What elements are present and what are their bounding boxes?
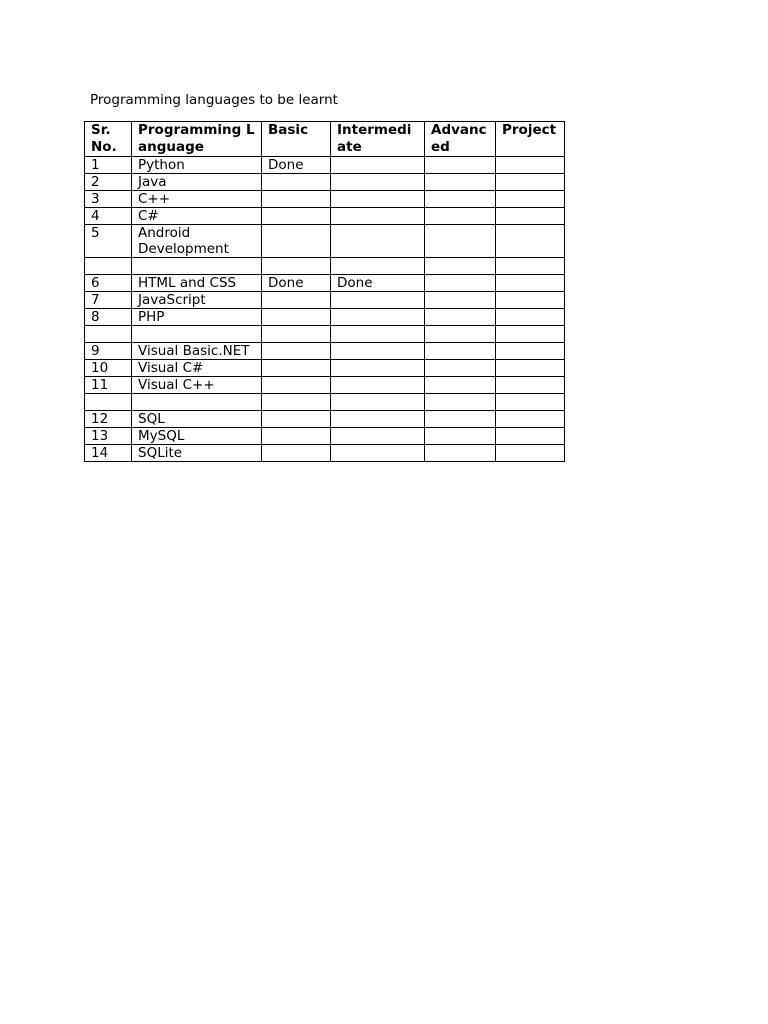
table-row	[85, 411, 565, 428]
cell-intermediate: Done	[331, 275, 425, 292]
table-row	[85, 225, 565, 258]
cell-project	[496, 191, 565, 208]
table-row	[85, 174, 565, 191]
cell-intermediate	[331, 326, 425, 343]
cell-project	[496, 275, 565, 292]
cell-advanced	[425, 445, 496, 462]
cell-basic	[262, 445, 331, 462]
cell-language: SQLite	[132, 445, 262, 462]
table-row-spacer	[85, 394, 565, 411]
cell-sr-no: 6	[85, 275, 132, 292]
header-project: Project	[496, 122, 565, 157]
cell-advanced	[425, 377, 496, 394]
header-sr-no: Sr. No.	[85, 122, 132, 157]
cell-advanced	[425, 258, 496, 275]
cell-sr-no: 11	[85, 377, 132, 394]
cell-project	[496, 157, 565, 174]
table-body	[85, 157, 565, 462]
cell-intermediate	[331, 174, 425, 191]
cell-advanced	[425, 394, 496, 411]
cell-intermediate	[331, 208, 425, 225]
cell-language	[132, 258, 262, 275]
cell-language	[132, 394, 262, 411]
cell-basic: Done	[262, 275, 331, 292]
cell-advanced	[425, 174, 496, 191]
cell-sr-no	[85, 394, 132, 411]
table-row	[85, 360, 565, 377]
cell-basic	[262, 394, 331, 411]
cell-advanced	[425, 411, 496, 428]
cell-sr-no: 14	[85, 445, 132, 462]
cell-intermediate	[331, 225, 425, 258]
table-row	[85, 292, 565, 309]
cell-intermediate	[331, 445, 425, 462]
cell-project	[496, 360, 565, 377]
cell-project	[496, 258, 565, 275]
cell-language: C++	[132, 191, 262, 208]
cell-basic	[262, 411, 331, 428]
cell-project	[496, 292, 565, 309]
cell-basic	[262, 343, 331, 360]
languages-table	[84, 121, 565, 462]
cell-basic	[262, 326, 331, 343]
header-advanced: Advanced	[425, 122, 496, 157]
cell-project	[496, 394, 565, 411]
cell-advanced	[425, 343, 496, 360]
cell-sr-no: 7	[85, 292, 132, 309]
cell-language: Visual C++	[132, 377, 262, 394]
cell-intermediate	[331, 292, 425, 309]
table-row	[85, 157, 565, 174]
cell-language	[132, 326, 262, 343]
cell-intermediate	[331, 394, 425, 411]
cell-advanced	[425, 191, 496, 208]
cell-basic	[262, 174, 331, 191]
cell-sr-no: 8	[85, 309, 132, 326]
cell-advanced	[425, 326, 496, 343]
cell-basic	[262, 309, 331, 326]
cell-advanced	[425, 309, 496, 326]
cell-intermediate	[331, 343, 425, 360]
cell-project	[496, 225, 565, 258]
cell-basic	[262, 258, 331, 275]
cell-basic	[262, 208, 331, 225]
table-row	[85, 275, 565, 292]
cell-project	[496, 428, 565, 445]
table-row	[85, 428, 565, 445]
cell-intermediate	[331, 258, 425, 275]
cell-project	[496, 326, 565, 343]
cell-basic	[262, 428, 331, 445]
cell-intermediate	[331, 157, 425, 174]
cell-project	[496, 411, 565, 428]
cell-advanced	[425, 360, 496, 377]
cell-project	[496, 208, 565, 225]
cell-project	[496, 343, 565, 360]
cell-basic	[262, 225, 331, 258]
cell-intermediate	[331, 360, 425, 377]
header-intermediate: Intermediate	[331, 122, 425, 157]
cell-project	[496, 445, 565, 462]
cell-advanced	[425, 428, 496, 445]
cell-intermediate	[331, 191, 425, 208]
table-row	[85, 377, 565, 394]
table-row	[85, 343, 565, 360]
table-header-row	[85, 122, 565, 157]
cell-language: Java	[132, 174, 262, 191]
cell-language: PHP	[132, 309, 262, 326]
cell-sr-no: 13	[85, 428, 132, 445]
document-title: Programming languages to be learnt	[90, 92, 338, 108]
table-row	[85, 208, 565, 225]
table-row-spacer	[85, 326, 565, 343]
cell-language: JavaScript	[132, 292, 262, 309]
cell-intermediate	[331, 377, 425, 394]
cell-advanced	[425, 275, 496, 292]
cell-language: MySQL	[132, 428, 262, 445]
cell-sr-no: 9	[85, 343, 132, 360]
cell-project	[496, 377, 565, 394]
cell-sr-no: 10	[85, 360, 132, 377]
cell-sr-no: 12	[85, 411, 132, 428]
cell-sr-no: 1	[85, 157, 132, 174]
cell-language: Visual C#	[132, 360, 262, 377]
cell-basic	[262, 360, 331, 377]
cell-intermediate	[331, 428, 425, 445]
header-basic: Basic	[262, 122, 331, 157]
cell-sr-no: 3	[85, 191, 132, 208]
table-row-spacer	[85, 258, 565, 275]
cell-intermediate	[331, 411, 425, 428]
cell-sr-no: 4	[85, 208, 132, 225]
table-row	[85, 191, 565, 208]
cell-sr-no: 5	[85, 225, 132, 258]
header-programming-language: Programming Language	[132, 122, 262, 157]
cell-sr-no: 2	[85, 174, 132, 191]
cell-advanced	[425, 208, 496, 225]
cell-intermediate	[331, 309, 425, 326]
cell-basic: Done	[262, 157, 331, 174]
cell-language: Android Development	[132, 225, 262, 258]
cell-project	[496, 309, 565, 326]
cell-language: HTML and CSS	[132, 275, 262, 292]
cell-language: C#	[132, 208, 262, 225]
cell-language: Python	[132, 157, 262, 174]
cell-language: Visual Basic.NET	[132, 343, 262, 360]
cell-advanced	[425, 157, 496, 174]
cell-basic	[262, 191, 331, 208]
cell-advanced	[425, 292, 496, 309]
cell-language: SQL	[132, 411, 262, 428]
cell-advanced	[425, 225, 496, 258]
cell-project	[496, 174, 565, 191]
table-row	[85, 309, 565, 326]
cell-sr-no	[85, 258, 132, 275]
table-row	[85, 445, 565, 462]
cell-sr-no	[85, 326, 132, 343]
cell-basic	[262, 292, 331, 309]
cell-basic	[262, 377, 331, 394]
